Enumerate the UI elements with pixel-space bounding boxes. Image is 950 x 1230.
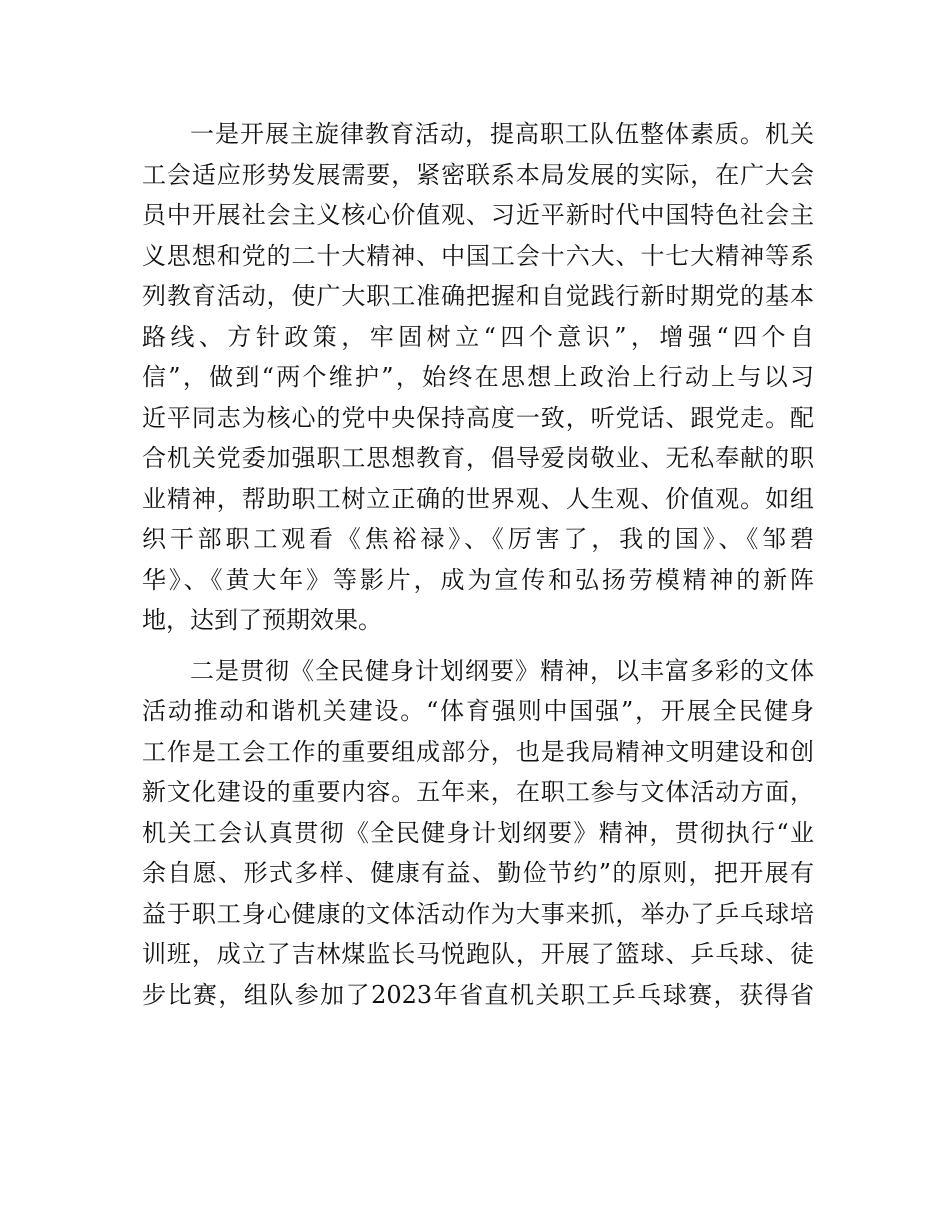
body-text [142,114,814,1015]
text-line: 义思想和党的二十大精神、中国工会十六大、十七大精神等系 [142,241,814,270]
text-line: 活动推动和谐机关建设。“体育强则中国强”，开展全民健身 [142,697,814,725]
text-line: 余自愿、形式多样、健康有益、勤俭节约”的原则，把开展有 [142,859,814,887]
text-line: 合机关党委加强职工思想教育，倡导爱岗敬业、无私奉献的职 [142,444,814,472]
text-line: 训班，成立了吉林煤监长马悦跑队，开展了篮球、乒乓球、徒 [142,940,814,968]
text-line: 一是开展主旋律教育活动，提高职工队伍整体素质。机关 [190,120,814,148]
text-line: 信”，做到“两个维护”，始终在思想上政治上行动上与以习 [142,363,814,391]
text-line: 新文化建设的重要内容。五年来，在职工参与文体活动方面， [142,778,814,806]
text-line: 近平同志为核心的党中央保持高度一致，听党话、跟党走。配 [142,403,814,432]
text-line: 工会适应形势发展需要，紧密联系本局发展的实际，在广大会 [142,160,814,189]
text-line: 益于职工身心健康的文体活动作为大事来抓，举办了乒乓球培 [142,899,814,928]
paragraph-2 [142,651,814,1016]
text-line: 步比赛，组队参加了2023年省直机关职工乒乓球赛，获得省 [142,980,814,1009]
text-line: 织干部职工观看《焦裕禄》、《厉害了，我的国》、《邹碧 [142,525,814,553]
paragraph-1 [142,114,814,641]
text-line: 业精神，帮助职工树立正确的世界观、人生观、价值观。如组 [142,484,814,513]
text-line: 员中开展社会主义核心价值观、习近平新时代中国特色社会主 [142,201,814,229]
text-line: 地，达到了预期效果。 [142,606,382,634]
text-line: 列教育活动，使广大职工准确把握和自觉践行新时期党的基本 [142,282,814,310]
text-line: 机关工会认真贯彻《全民健身计划纲要》精神，贯彻执行“业 [142,818,814,847]
text-line: 二是贯彻《全民健身计划纲要》精神，以丰富多彩的文体 [190,656,814,685]
text-line: 路线、方针政策，牢固树立“四个意识”，增强“四个自 [142,322,814,351]
text-line: 华》、《黄大年》等影片，成为宣传和弘扬劳模精神的新阵 [142,565,814,594]
text-line: 工作是工会工作的重要组成部分，也是我局精神文明建设和创 [142,737,814,766]
